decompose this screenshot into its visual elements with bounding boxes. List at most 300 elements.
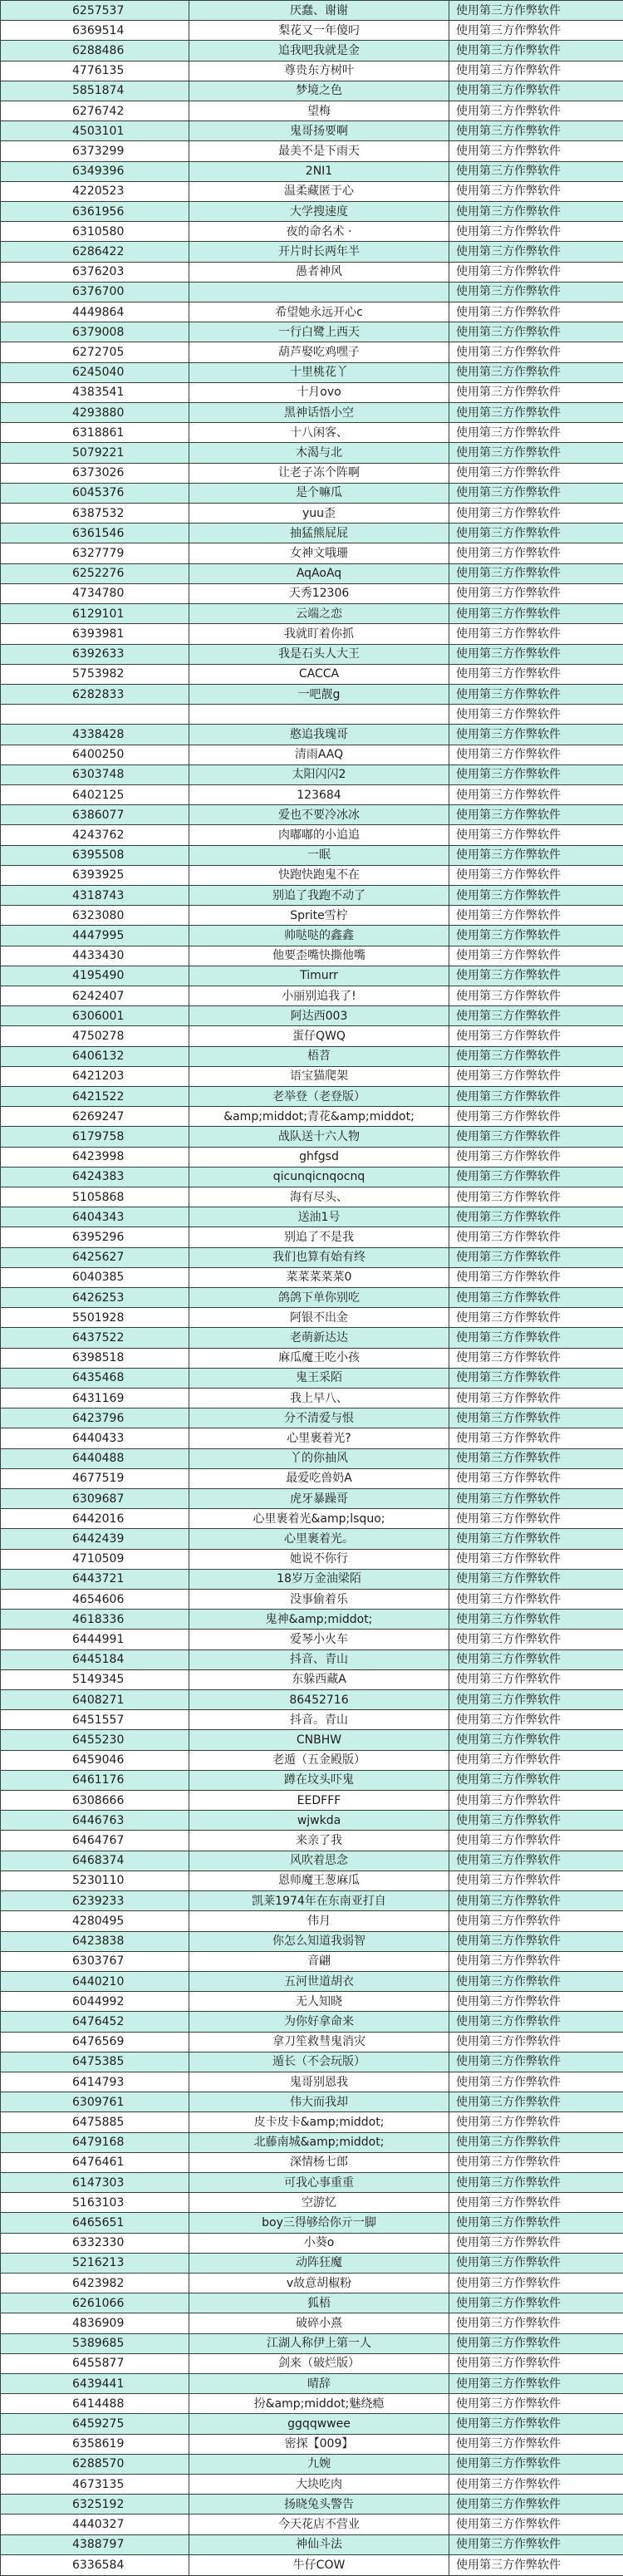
table-row bbox=[1, 483, 623, 503]
table-row bbox=[1, 41, 623, 61]
ban-reason-cell: 使用第三方作弊软件 bbox=[449, 483, 623, 503]
player-id-cell: 6437522 bbox=[1, 1328, 189, 1348]
nickname-cell: 大块吃肉 bbox=[189, 2474, 449, 2494]
player-id-cell: 6476452 bbox=[1, 2012, 189, 2032]
table-row bbox=[1, 2414, 623, 2434]
player-id-cell: 6239233 bbox=[1, 1891, 189, 1911]
player-id-cell: 6400250 bbox=[1, 745, 189, 764]
ban-reason-cell: 使用第三方作弊软件 bbox=[449, 2112, 623, 2132]
nickname-cell: 追我吧我就是金 bbox=[189, 41, 449, 61]
nickname-cell: 密探【009】 bbox=[189, 2434, 449, 2454]
ban-reason-cell: 使用第三方作弊软件 bbox=[449, 1951, 623, 1971]
player-id-cell: 6435468 bbox=[1, 1368, 189, 1388]
table-row bbox=[1, 1690, 623, 1710]
player-id-cell: 6398518 bbox=[1, 1348, 189, 1368]
ban-reason-cell: 使用第三方作弊软件 bbox=[449, 563, 623, 583]
nickname-cell: 心里裹着光。 bbox=[189, 1529, 449, 1549]
table-row bbox=[1, 1770, 623, 1790]
ban-reason-cell: 使用第三方作弊软件 bbox=[449, 1348, 623, 1368]
table-row bbox=[1, 1348, 623, 1368]
ban-reason-cell: 使用第三方作弊软件 bbox=[449, 1871, 623, 1890]
table-row bbox=[1, 2273, 623, 2293]
ban-reason-cell: 使用第三方作弊软件 bbox=[449, 825, 623, 845]
nickname-cell: 伟月 bbox=[189, 1911, 449, 1931]
ban-reason-cell: 使用第三方作弊软件 bbox=[449, 1509, 623, 1529]
ban-reason-cell: 使用第三方作弊软件 bbox=[449, 524, 623, 543]
table-row bbox=[1, 222, 623, 242]
player-id-cell: 6431169 bbox=[1, 1389, 189, 1408]
ban-reason-cell: 使用第三方作弊软件 bbox=[449, 443, 623, 463]
nickname-cell: 今天花店不营业 bbox=[189, 2515, 449, 2534]
table-row bbox=[1, 1891, 623, 1911]
player-id-cell: 6336584 bbox=[1, 2554, 189, 2575]
table-row bbox=[1, 1147, 623, 1167]
nickname-cell: Sprite雪柠 bbox=[189, 906, 449, 926]
table-row bbox=[1, 865, 623, 885]
nickname-cell: Timurr bbox=[189, 966, 449, 986]
nickname-cell: 海有尽头、 bbox=[189, 1187, 449, 1207]
table-row bbox=[1, 121, 623, 141]
player-id-cell: 4220523 bbox=[1, 181, 189, 201]
player-id-cell: 6395508 bbox=[1, 845, 189, 865]
table-row bbox=[1, 302, 623, 322]
ban-reason-cell: 使用第三方作弊软件 bbox=[449, 1428, 623, 1448]
player-id-cell: 6414793 bbox=[1, 2072, 189, 2092]
ban-reason-cell: 使用第三方作弊软件 bbox=[449, 906, 623, 926]
table-row bbox=[1, 2152, 623, 2172]
nickname-cell: 太阳闪闪2 bbox=[189, 764, 449, 784]
nickname-cell: 空游忆 bbox=[189, 2193, 449, 2213]
player-id-cell: 6272705 bbox=[1, 342, 189, 362]
ban-reason-cell: 使用第三方作弊软件 bbox=[449, 664, 623, 684]
nickname-cell: boy三得够给你亓一脚 bbox=[189, 2213, 449, 2233]
table-row bbox=[1, 21, 623, 41]
ban-reason-cell: 使用第三方作弊软件 bbox=[449, 2373, 623, 2393]
ban-reason-cell: 使用第三方作弊软件 bbox=[449, 1147, 623, 1167]
player-id-cell: 4836909 bbox=[1, 2313, 189, 2333]
ban-reason-cell: 使用第三方作弊软件 bbox=[449, 2193, 623, 2213]
table-row bbox=[1, 1408, 623, 1428]
player-id-cell: 6425627 bbox=[1, 1247, 189, 1267]
nickname-cell: 丫的你抽风 bbox=[189, 1448, 449, 1468]
player-id-cell: 6309687 bbox=[1, 1489, 189, 1509]
player-id-cell bbox=[1, 705, 189, 725]
ban-reason-cell: 使用第三方作弊软件 bbox=[449, 684, 623, 704]
player-id-cell: 6464767 bbox=[1, 1831, 189, 1851]
player-id-cell: 6421522 bbox=[1, 1086, 189, 1106]
player-id-cell: 6376203 bbox=[1, 262, 189, 282]
nickname-cell: 风吹着思念 bbox=[189, 1851, 449, 1871]
ban-reason-cell: 使用第三方作弊软件 bbox=[449, 222, 623, 242]
nickname-cell: 快跑快跑鬼不在 bbox=[189, 865, 449, 885]
table-row bbox=[1, 1288, 623, 1308]
table-row bbox=[1, 262, 623, 282]
player-id-cell: 6461176 bbox=[1, 1770, 189, 1790]
ban-reason-cell: 使用第三方作弊软件 bbox=[449, 1408, 623, 1428]
nickname-cell: 小丽别追我了! bbox=[189, 986, 449, 1005]
player-id-cell: 5105868 bbox=[1, 1187, 189, 1207]
nickname-cell: 扬晓兔头警告 bbox=[189, 2495, 449, 2515]
nickname-cell: 小葵o bbox=[189, 2233, 449, 2253]
nickname-cell: 九婉 bbox=[189, 2454, 449, 2474]
player-id-cell: 4654606 bbox=[1, 1590, 189, 1610]
player-id-cell: 6303767 bbox=[1, 1951, 189, 1971]
table-row bbox=[1, 1971, 623, 1991]
ban-reason-cell: 使用第三方作弊软件 bbox=[449, 2233, 623, 2253]
player-id-cell: 5163103 bbox=[1, 2193, 189, 2213]
player-id-cell: 6459275 bbox=[1, 2414, 189, 2434]
nickname-cell: 最爱吃兽奶A bbox=[189, 1468, 449, 1488]
ban-reason-cell: 使用第三方作弊软件 bbox=[449, 644, 623, 664]
table-row bbox=[1, 1590, 623, 1610]
nickname-cell: 五河世道胡衣 bbox=[189, 1971, 449, 1991]
nickname-cell: 动阵狂魔 bbox=[189, 2253, 449, 2273]
nickname-cell: 菜菜菜菜菜0 bbox=[189, 1267, 449, 1287]
table-row bbox=[1, 1368, 623, 1388]
nickname-cell: 我就盯着你抓 bbox=[189, 624, 449, 644]
player-id-cell: 4673135 bbox=[1, 2474, 189, 2494]
nickname-cell bbox=[189, 282, 449, 302]
table-row bbox=[1, 2394, 623, 2414]
nickname-cell: 梦境之色 bbox=[189, 81, 449, 101]
table-row bbox=[1, 604, 623, 624]
nickname-cell: 遁长（不会玩版） bbox=[189, 2052, 449, 2072]
ban-reason-cell: 使用第三方作弊软件 bbox=[449, 2253, 623, 2273]
table-row bbox=[1, 463, 623, 483]
player-id-cell: 4243762 bbox=[1, 825, 189, 845]
player-id-cell: 6439441 bbox=[1, 2373, 189, 2393]
ban-reason-cell: 使用第三方作弊软件 bbox=[449, 2092, 623, 2112]
player-id-cell: 6414488 bbox=[1, 2394, 189, 2414]
table-row bbox=[1, 684, 623, 704]
ban-reason-cell: 使用第三方作弊软件 bbox=[449, 81, 623, 101]
table-row bbox=[1, 543, 623, 563]
player-id-cell: 6423838 bbox=[1, 1931, 189, 1951]
player-id-cell: 6376700 bbox=[1, 282, 189, 302]
player-id-cell: 6309761 bbox=[1, 2092, 189, 2112]
table-row bbox=[1, 1831, 623, 1851]
player-id-cell: 6475885 bbox=[1, 2112, 189, 2132]
nickname-cell: 他要歪嘴快撕他嘴 bbox=[189, 946, 449, 966]
table-row bbox=[1, 664, 623, 684]
player-id-cell: 6442016 bbox=[1, 1509, 189, 1529]
nickname-cell: AqAoAq bbox=[189, 563, 449, 583]
table-row bbox=[1, 1107, 623, 1127]
ban-reason-cell: 使用第三方作弊软件 bbox=[449, 2273, 623, 2293]
table-row bbox=[1, 2032, 623, 2052]
nickname-cell: 夜的命名术 · bbox=[189, 222, 449, 242]
ban-reason-cell: 使用第三方作弊软件 bbox=[449, 705, 623, 725]
table-row bbox=[1, 1509, 623, 1529]
table-row bbox=[1, 1227, 623, 1247]
player-id-cell: 6179758 bbox=[1, 1127, 189, 1147]
player-id-cell: 6444991 bbox=[1, 1630, 189, 1649]
nickname-cell: qicunqicnqocnq bbox=[189, 1167, 449, 1187]
ban-reason-cell: 使用第三方作弊软件 bbox=[449, 1730, 623, 1750]
nickname-cell: 爱琴小火车 bbox=[189, 1630, 449, 1649]
table-row bbox=[1, 2213, 623, 2233]
player-id-cell: 6440488 bbox=[1, 1448, 189, 1468]
nickname-cell: 86452716 bbox=[189, 1690, 449, 1710]
player-id-cell: 6288486 bbox=[1, 41, 189, 61]
player-id-cell: 6242407 bbox=[1, 986, 189, 1005]
player-id-cell: 6325192 bbox=[1, 2495, 189, 2515]
ban-reason-cell: 使用第三方作弊软件 bbox=[449, 2052, 623, 2072]
ban-reason-cell: 使用第三方作弊软件 bbox=[449, 604, 623, 624]
player-id-cell: 6393981 bbox=[1, 624, 189, 644]
table-row bbox=[1, 1247, 623, 1267]
table-row bbox=[1, 1389, 623, 1408]
nickname-cell bbox=[189, 705, 449, 725]
nickname-cell: 梧苕 bbox=[189, 1046, 449, 1066]
table-row bbox=[1, 1569, 623, 1589]
table-row bbox=[1, 1167, 623, 1187]
ban-reason-cell: 使用第三方作弊软件 bbox=[449, 725, 623, 745]
player-id-cell: 6286422 bbox=[1, 242, 189, 262]
nickname-cell: 伟大而我却 bbox=[189, 2092, 449, 2112]
nickname-cell: 望梅 bbox=[189, 101, 449, 121]
player-id-cell: 4440327 bbox=[1, 2515, 189, 2534]
nickname-cell: 恩师魔王葱麻瓜 bbox=[189, 1871, 449, 1890]
nickname-cell: 葫芦娶吃鸡嘿子 bbox=[189, 342, 449, 362]
player-id-cell: 6393925 bbox=[1, 865, 189, 885]
nickname-cell: 剑来（破烂版） bbox=[189, 2353, 449, 2373]
nickname-cell: 虎牙暴躁哥 bbox=[189, 1489, 449, 1509]
ban-reason-cell: 使用第三方作弊软件 bbox=[449, 1750, 623, 1770]
ban-reason-cell: 使用第三方作弊软件 bbox=[449, 2554, 623, 2575]
table-row bbox=[1, 1871, 623, 1890]
table-row bbox=[1, 504, 623, 524]
player-id-cell: 4734780 bbox=[1, 583, 189, 603]
ban-reason-cell: 使用第三方作弊软件 bbox=[449, 1288, 623, 1308]
table-row bbox=[1, 2233, 623, 2253]
ban-reason-cell: 使用第三方作弊软件 bbox=[449, 1107, 623, 1127]
table-row bbox=[1, 2495, 623, 2515]
table-row bbox=[1, 1006, 623, 1026]
ban-reason-cell: 使用第三方作弊软件 bbox=[449, 1710, 623, 1730]
ban-reason-cell: 使用第三方作弊软件 bbox=[449, 504, 623, 524]
table-row bbox=[1, 1046, 623, 1066]
nickname-cell: yuu歪 bbox=[189, 504, 449, 524]
player-id-cell: 6269247 bbox=[1, 1107, 189, 1127]
player-id-cell: 6303748 bbox=[1, 764, 189, 784]
player-id-cell: 6475385 bbox=[1, 2052, 189, 2072]
player-id-cell: 6045376 bbox=[1, 483, 189, 503]
table-row bbox=[1, 1992, 623, 2012]
nickname-cell: 心里裹着光&amp;lsquo; bbox=[189, 1509, 449, 1529]
player-id-cell: 4710509 bbox=[1, 1549, 189, 1569]
player-id-cell: 6455230 bbox=[1, 1730, 189, 1750]
ban-reason-cell: 使用第三方作弊软件 bbox=[449, 2152, 623, 2172]
nickname-cell: 别追了不是我 bbox=[189, 1227, 449, 1247]
player-id-cell: 5389685 bbox=[1, 2333, 189, 2353]
nickname-cell: 大学搜速度 bbox=[189, 202, 449, 222]
table-row bbox=[1, 2172, 623, 2192]
ban-reason-cell: 使用第三方作弊软件 bbox=[449, 2213, 623, 2233]
ban-reason-cell: 使用第三方作弊软件 bbox=[449, 2132, 623, 2152]
table-row bbox=[1, 2333, 623, 2353]
table-row bbox=[1, 443, 623, 463]
ban-reason-cell: 使用第三方作弊软件 bbox=[449, 1, 623, 21]
ban-reason-cell: 使用第三方作弊软件 bbox=[449, 21, 623, 41]
player-id-cell: 6129101 bbox=[1, 604, 189, 624]
player-id-cell: 6392633 bbox=[1, 644, 189, 664]
table-row bbox=[1, 342, 623, 362]
player-id-cell: 6282833 bbox=[1, 684, 189, 704]
nickname-cell: 来亲了我 bbox=[189, 1831, 449, 1851]
nickname-cell: CNBHW bbox=[189, 1730, 449, 1750]
nickname-cell: 送油1号 bbox=[189, 1207, 449, 1227]
ban-reason-cell: 使用第三方作弊软件 bbox=[449, 1489, 623, 1509]
player-id-cell: 6459046 bbox=[1, 1750, 189, 1770]
ban-reason-cell: 使用第三方作弊软件 bbox=[449, 624, 623, 644]
player-id-cell: 4618336 bbox=[1, 1610, 189, 1630]
ban-reason-cell: 使用第三方作弊软件 bbox=[449, 2434, 623, 2454]
player-id-cell: 5501928 bbox=[1, 1308, 189, 1328]
player-id-cell: 6323080 bbox=[1, 906, 189, 926]
player-id-cell: 6443721 bbox=[1, 1569, 189, 1589]
nickname-cell: 天秀12306 bbox=[189, 583, 449, 603]
nickname-cell: 拿刀笙救彗鬼消灾 bbox=[189, 2032, 449, 2052]
table-row bbox=[1, 2253, 623, 2273]
nickname-cell: 123684 bbox=[189, 784, 449, 804]
nickname-cell: 鬼神&amp;middot; bbox=[189, 1610, 449, 1630]
player-id-cell: 6332330 bbox=[1, 2233, 189, 2253]
nickname-cell: 抖音、青山 bbox=[189, 1649, 449, 1669]
player-id-cell: 6276742 bbox=[1, 101, 189, 121]
player-id-cell: 6408271 bbox=[1, 1690, 189, 1710]
player-id-cell: 6369514 bbox=[1, 21, 189, 41]
player-id-cell: 6421203 bbox=[1, 1066, 189, 1086]
ban-reason-cell: 使用第三方作弊软件 bbox=[449, 2414, 623, 2434]
table-row bbox=[1, 1086, 623, 1106]
table-row bbox=[1, 1207, 623, 1227]
player-id-cell: 4293880 bbox=[1, 403, 189, 423]
nickname-cell: 女神文哦珊 bbox=[189, 543, 449, 563]
ban-reason-cell: 使用第三方作弊软件 bbox=[449, 121, 623, 141]
table-row bbox=[1, 2474, 623, 2494]
ban-reason-cell: 使用第三方作弊软件 bbox=[449, 1992, 623, 2012]
ban-reason-cell: 使用第三方作弊软件 bbox=[449, 966, 623, 986]
nickname-cell: 战队送十六人物 bbox=[189, 1127, 449, 1147]
ban-reason-cell: 使用第三方作弊软件 bbox=[449, 1227, 623, 1247]
ban-reason-cell: 使用第三方作弊软件 bbox=[449, 885, 623, 905]
ban-reason-cell: 使用第三方作弊软件 bbox=[449, 2172, 623, 2192]
nickname-cell: 鬼哥扬要啊 bbox=[189, 121, 449, 141]
ban-reason-cell: 使用第三方作弊软件 bbox=[449, 181, 623, 201]
nickname-cell: 抽猛熊屁屁 bbox=[189, 524, 449, 543]
nickname-cell: 我们也算有始有终 bbox=[189, 1247, 449, 1267]
ban-reason-cell: 使用第三方作弊软件 bbox=[449, 1590, 623, 1610]
table-row bbox=[1, 1931, 623, 1951]
table-row bbox=[1, 403, 623, 423]
table-row bbox=[1, 2353, 623, 2373]
ban-reason-cell: 使用第三方作弊软件 bbox=[449, 1811, 623, 1831]
nickname-cell: 云端之恋 bbox=[189, 604, 449, 624]
table-row bbox=[1, 322, 623, 342]
ban-reason-cell: 使用第三方作弊软件 bbox=[449, 926, 623, 946]
table-row bbox=[1, 1730, 623, 1750]
table-row bbox=[1, 705, 623, 725]
player-id-cell: 4280495 bbox=[1, 1911, 189, 1931]
player-id-cell: 4433430 bbox=[1, 946, 189, 966]
player-id-cell: 4447995 bbox=[1, 926, 189, 946]
ban-reason-cell: 使用第三方作弊软件 bbox=[449, 1549, 623, 1569]
nickname-cell: 憨追我瑰哥 bbox=[189, 725, 449, 745]
table-row bbox=[1, 1669, 623, 1689]
player-id-cell: 6147303 bbox=[1, 2172, 189, 2192]
player-id-cell: 6465651 bbox=[1, 2213, 189, 2233]
player-id-cell: 6406132 bbox=[1, 1046, 189, 1066]
ban-reason-cell: 使用第三方作弊软件 bbox=[449, 1569, 623, 1589]
ban-reason-cell: 使用第三方作弊软件 bbox=[449, 1770, 623, 1790]
ban-reason-cell: 使用第三方作弊软件 bbox=[449, 1167, 623, 1187]
table-row bbox=[1, 946, 623, 966]
ban-reason-cell: 使用第三方作弊软件 bbox=[449, 41, 623, 61]
player-id-cell: 4677519 bbox=[1, 1468, 189, 1488]
player-id-cell: 6361546 bbox=[1, 524, 189, 543]
nickname-cell: 东躲西藏A bbox=[189, 1669, 449, 1689]
player-id-cell: 6424383 bbox=[1, 1167, 189, 1187]
table-row bbox=[1, 141, 623, 161]
ban-reason-cell: 使用第三方作弊软件 bbox=[449, 543, 623, 563]
nickname-cell: 最美不是下雨天 bbox=[189, 141, 449, 161]
table-row bbox=[1, 805, 623, 825]
player-id-cell: 6446763 bbox=[1, 1811, 189, 1831]
nickname-cell: 十八闲客、 bbox=[189, 423, 449, 443]
table-row bbox=[1, 1610, 623, 1630]
ban-reason-cell: 使用第三方作弊软件 bbox=[449, 2032, 623, 2052]
ban-reason-cell: 使用第三方作弊软件 bbox=[449, 61, 623, 81]
nickname-cell: CACCA bbox=[189, 664, 449, 684]
nickname-cell: 一吧靓g bbox=[189, 684, 449, 704]
nickname-cell: 凯莱1974年在东南亚打自 bbox=[189, 1891, 449, 1911]
ban-reason-cell: 使用第三方作弊软件 bbox=[449, 1026, 623, 1046]
table-row bbox=[1, 1791, 623, 1811]
table-row bbox=[1, 825, 623, 845]
player-id-cell: 4776135 bbox=[1, 61, 189, 81]
player-id-cell: 6402125 bbox=[1, 784, 189, 804]
nickname-cell: 十月ovo bbox=[189, 382, 449, 402]
nickname-cell: 木渴与北 bbox=[189, 443, 449, 463]
player-id-cell: 6445184 bbox=[1, 1649, 189, 1669]
table-row bbox=[1, 1328, 623, 1348]
table-row bbox=[1, 242, 623, 262]
table-row bbox=[1, 1549, 623, 1569]
table-row bbox=[1, 563, 623, 583]
player-id-cell: 6455877 bbox=[1, 2353, 189, 2373]
nickname-cell: 帅哒哒的鑫鑫 bbox=[189, 926, 449, 946]
nickname-cell: 没事偷着乐 bbox=[189, 1590, 449, 1610]
player-id-cell: 6327779 bbox=[1, 543, 189, 563]
nickname-cell: 肉嘟嘟的小追追 bbox=[189, 825, 449, 845]
ban-reason-cell: 使用第三方作弊软件 bbox=[449, 2495, 623, 2515]
ban-reason-cell: 使用第三方作弊软件 bbox=[449, 202, 623, 222]
player-id-cell: 6318861 bbox=[1, 423, 189, 443]
table-row bbox=[1, 1811, 623, 1831]
table-row bbox=[1, 382, 623, 402]
nickname-cell: 18岁万金油梁陌 bbox=[189, 1569, 449, 1589]
ban-reason-cell: 使用第三方作弊软件 bbox=[449, 2012, 623, 2032]
nickname-cell: 鬼王采陌 bbox=[189, 1368, 449, 1388]
nickname-cell: 晴辞 bbox=[189, 2373, 449, 2393]
ban-reason-cell: 使用第三方作弊软件 bbox=[449, 161, 623, 181]
ban-reason-cell: 使用第三方作弊软件 bbox=[449, 2474, 623, 2494]
nickname-cell: 江湖人称伊上第一人 bbox=[189, 2333, 449, 2353]
ban-reason-cell: 使用第三方作弊软件 bbox=[449, 865, 623, 885]
ban-reason-cell: 使用第三方作弊软件 bbox=[449, 1791, 623, 1811]
table-row bbox=[1, 745, 623, 764]
